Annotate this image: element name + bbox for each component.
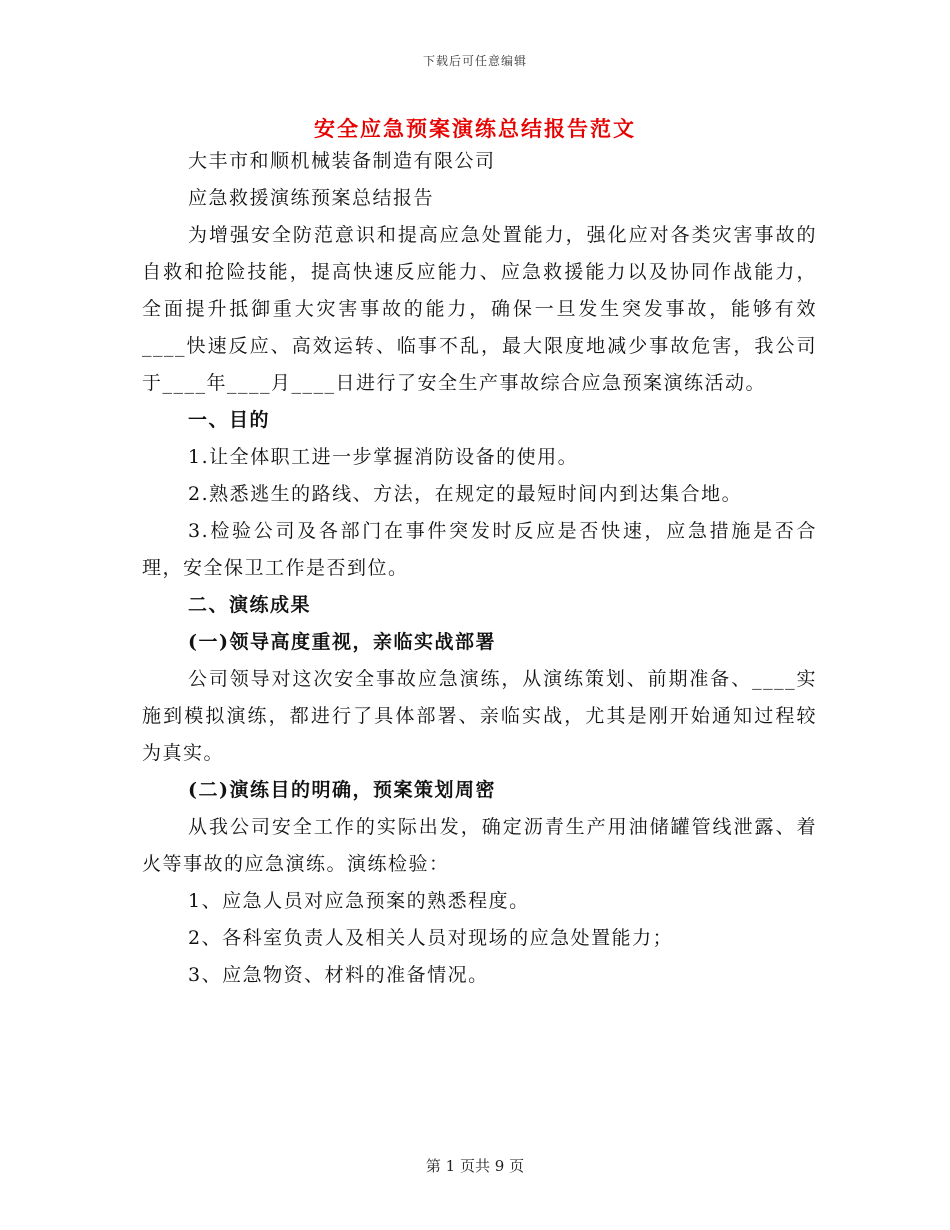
paragraph-leadership: 公司领导对这次安全事故应急演练，从演练策划、前期准备、____实施到模拟演练，都进行了具体部署、亲临实战，尤其是刚开始通知过程较为真实。 xyxy=(142,668,817,764)
subsection-heading-1: (一)领导高度重视，亲临实战部署 xyxy=(188,631,496,653)
check-item-1: 1、应急人员对应急预案的熟悉程度。 xyxy=(188,890,530,912)
page-number-footer: 第 1 页共 9 页 xyxy=(425,1157,525,1175)
purpose-item-3: 3.检验公司及各部门在事件突发时反应是否快速，应急措施是否合理，安全保卫工作是否到位。 xyxy=(142,520,817,579)
paragraph-report-name: 应急救援演练预案总结报告 xyxy=(188,187,435,209)
purpose-item-1: 1.让全体职工进一步掌握消防设备的使用。 xyxy=(188,446,579,468)
subsection-heading-2: (二)演练目的明确，预案策划周密 xyxy=(188,779,496,801)
document-title: 安全应急预案演练总结报告范文 xyxy=(314,116,636,141)
section-heading-results: 二、演练成果 xyxy=(188,594,312,616)
paragraph-company: 大丰市和顺机械装备制造有限公司 xyxy=(188,150,496,172)
section-heading-purpose: 一、目的 xyxy=(188,409,271,431)
paragraph-intro: 为增强安全防范意识和提高应急处置能力，强化应对各类灾害事故的自救和抢险技能，提高快速反应能力、应急救援能力以及协同作战能力，全面提升抵御重大灾害事故的能力，确保一旦发生突发事故，能够有效____快速反应、高效运转、临事不乱，最大限度地减少事故危害，我公司于____年____月____日进行了安全生产事故综合应急预案演练活动。 xyxy=(142,224,817,394)
check-item-3: 3、应急物资、材料的准备情况。 xyxy=(188,964,489,986)
document-body xyxy=(142,143,817,994)
purpose-item-2: 2.熟悉逃生的路线、方法，在规定的最短时间内到达集合地。 xyxy=(188,483,743,505)
check-item-2: 2、各科室负责人及相关人员对现场的应急处置能力； xyxy=(188,927,674,949)
paragraph-drill-scope: 从我公司安全工作的实际出发，确定沥青生产用油储罐管线泄露、着火等事故的应急演练。演练检验： xyxy=(142,816,817,875)
header-note: 下载后可任意编辑 xyxy=(422,54,527,68)
